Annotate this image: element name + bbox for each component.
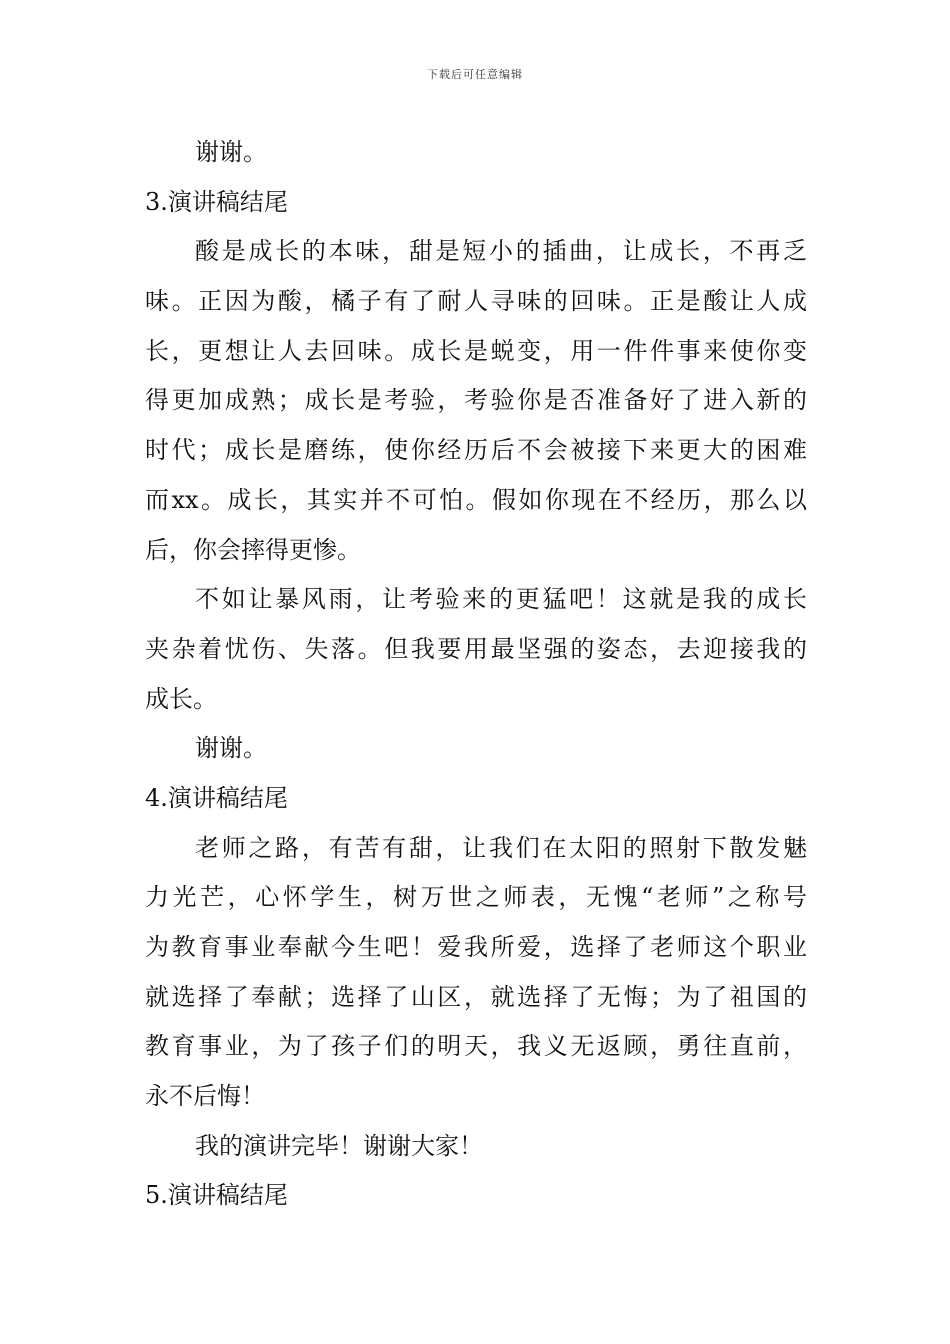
- text-line: 老师之路，有苦有甜，让我们在太阳的照射下散发魅: [195, 833, 807, 862]
- text-line: 得更加成熟；成长是考验，考验你是否准备好了进入新的: [145, 386, 807, 415]
- text-line: 永不后悔！: [145, 1082, 265, 1111]
- text-line: 后，你会摔得更惨。: [145, 535, 361, 564]
- text-line: 4.演讲稿结尾: [145, 783, 288, 812]
- text-line: 谢谢。: [195, 734, 267, 763]
- document-body: [145, 128, 807, 1221]
- text-line: 味。正因为酸，橘子有了耐人寻味的回味。正是酸让人成: [145, 287, 807, 316]
- text-line: 长，更想让人去回味。成长是蜕变，用一件件事来使你变: [145, 336, 807, 365]
- text-line: 而xx。成长，其实并不可怕。假如你现在不经历，那么以: [145, 485, 807, 514]
- page-header: 下载后可任意编辑: [427, 68, 523, 81]
- text-line: 就选择了奉献；选择了山区，就选择了无悔；为了祖国的: [145, 982, 807, 1011]
- text-line: 5.演讲稿结尾: [145, 1181, 288, 1210]
- text-line: 成长。: [145, 684, 217, 713]
- text-line: 我的演讲完毕！谢谢大家！: [195, 1131, 483, 1160]
- text-line: 时代；成长是磨练，使你经历后不会被接下来更大的困难: [145, 436, 807, 465]
- text-line: 酸是成长的本味，甜是短小的插曲，让成长，不再乏: [195, 237, 807, 266]
- text-line: 力光芒，心怀学生，树万世之师表，无愧“老师”之称号: [145, 883, 807, 912]
- text-line: 不如让暴风雨，让考验来的更猛吧！这就是我的成长: [195, 585, 807, 614]
- text-line: 3.演讲稿结尾: [145, 187, 288, 216]
- text-line: 为教育事业奉献今生吧！爱我所爱，选择了老师这个职业: [145, 933, 807, 961]
- text-line: 夹杂着忧伤、失落。但我要用最坚强的姿态，去迎接我的: [145, 634, 807, 663]
- text-line: 教育事业，为了孩子们的明天，我义无返顾，勇往直前，: [145, 1032, 807, 1061]
- text-line: 谢谢。: [195, 138, 267, 166]
